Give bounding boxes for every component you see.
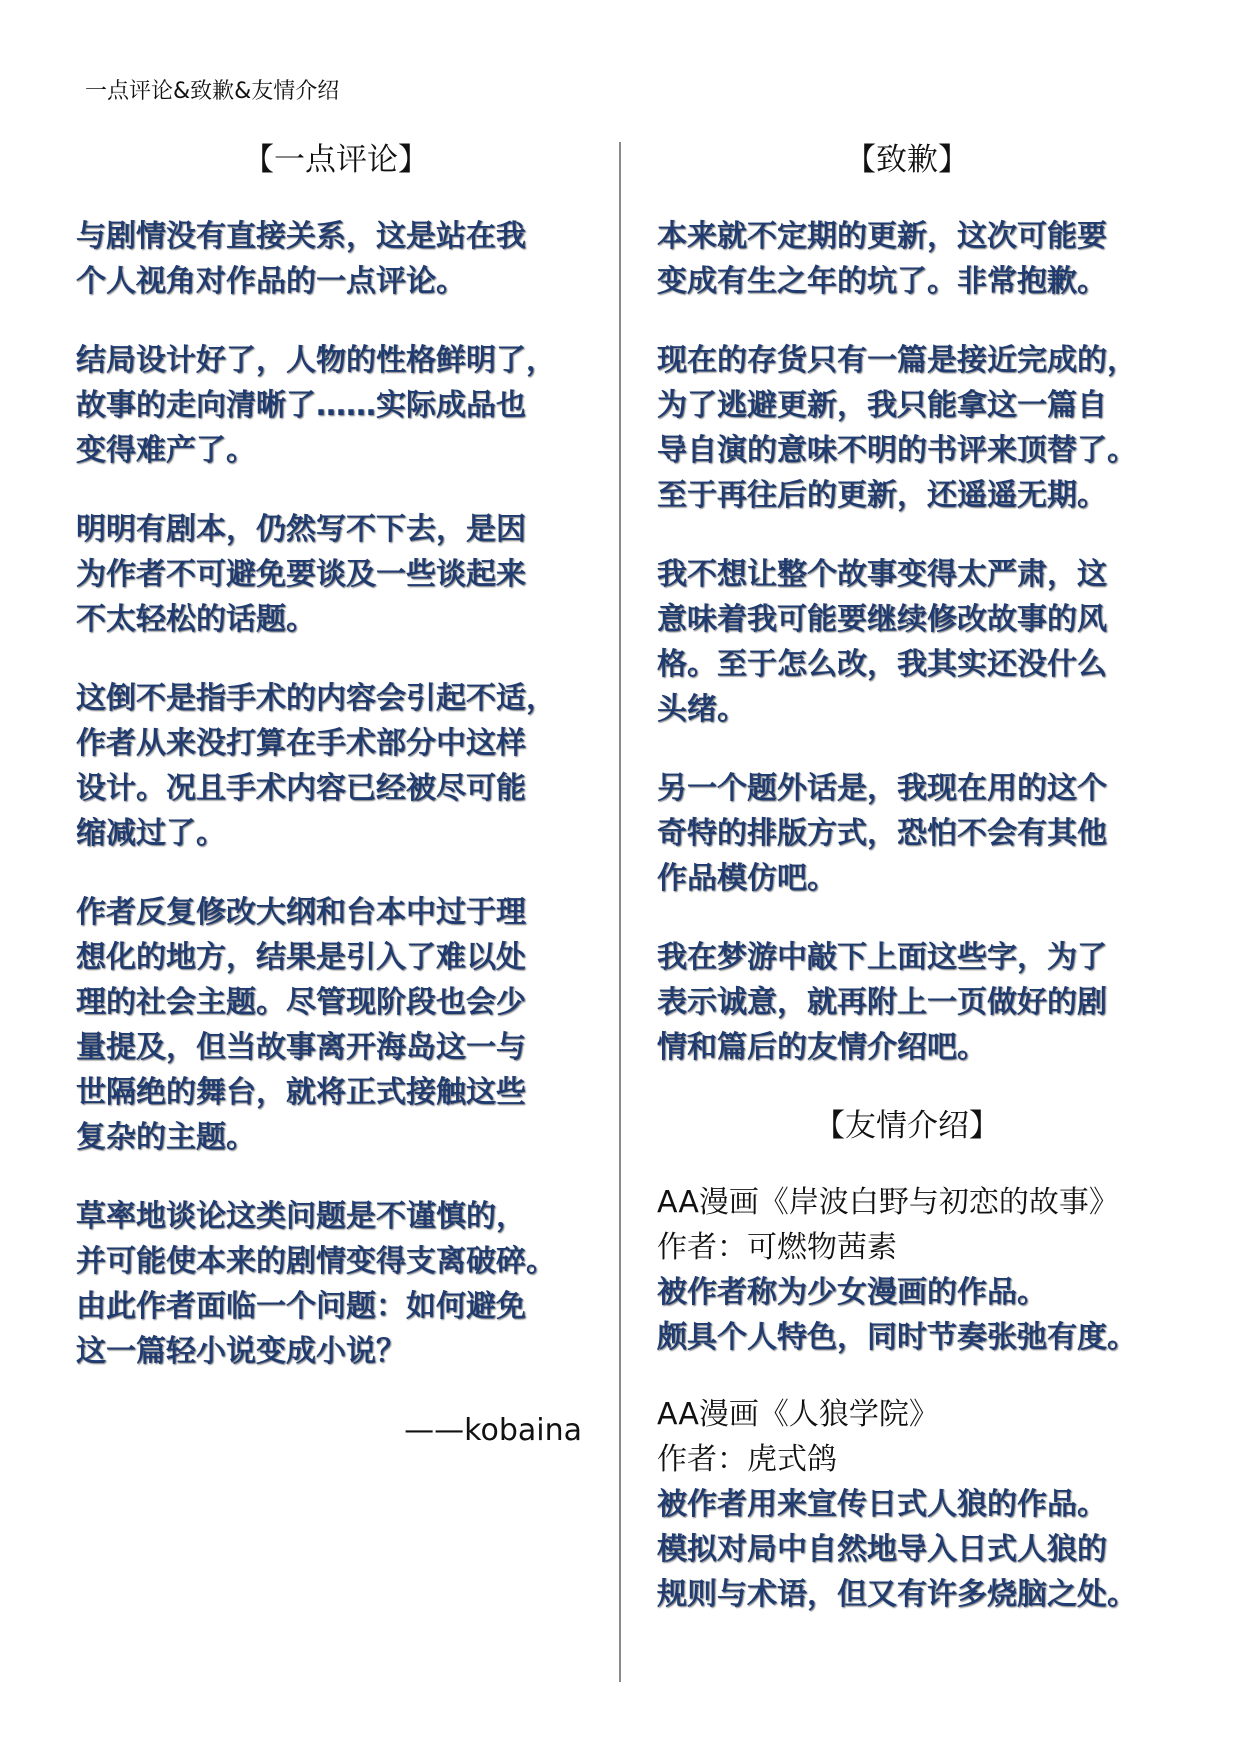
comment-paragraph: 草率地谈论这类问题是不谨慎的， 并可能使本来的剧情变得支离破碎。 由此作者面临一个问题：如何避免 这一篇轻小说变成小说？ bbox=[76, 1199, 556, 1369]
apology-paragraph: 我在梦游中敲下上面这些字，为了 表示诚意，就再附上一页做好的剧 情和篇后的友情介绍吧。 bbox=[657, 940, 1107, 1065]
comment-paragraph: 这倒不是指手术的内容会引起不适， 作者从来没打算在手术部分中这样 设计。况且手术内容已经被尽可能 缩减过了。 bbox=[76, 681, 556, 851]
comment-section-title: 【一点评论】 bbox=[243, 142, 429, 178]
friend-work-desc: 模拟对局中自然地导入日式人狼的 bbox=[657, 1532, 1107, 1567]
apology-column bbox=[657, 138, 1197, 1649]
comment-paragraph: 作者反复修改大纲和台本中过于理 想化的地方，结果是引入了难以处 理的社会主题。尽管现阶段也会少 量提及，但当故事离开海岛这一与 世隔绝的舞台，就将正式接触这些 复杂的主题。 bbox=[76, 895, 526, 1155]
friend-work-author: 作者：虎式鸽 bbox=[657, 1442, 837, 1477]
friend-work-title: AA漫画《人狼学院》 bbox=[657, 1397, 939, 1432]
column-divider bbox=[619, 142, 621, 1682]
apology-paragraph: 另一个题外话是，我现在用的这个 奇特的排版方式，恐怕不会有其他 作品模仿吧。 bbox=[657, 771, 1107, 896]
comment-column bbox=[76, 138, 596, 1453]
friend-work-title: AA漫画《岸波白野与初恋的故事》 bbox=[657, 1185, 1119, 1220]
comment-paragraph: 结局设计好了，人物的性格鲜明了， 故事的走向清晰了……实际成品也 变得难产了。 bbox=[76, 343, 556, 468]
friend-work-desc: 颇具个人特色，同时节奏张弛有度。 bbox=[657, 1320, 1137, 1355]
friend-work-desc: 被作者称为少女漫画的作品。 bbox=[657, 1275, 1047, 1310]
friend-work-desc: 被作者用来宣传日式人狼的作品。 bbox=[657, 1487, 1107, 1522]
friend-section-title: 【友情介绍】 bbox=[814, 1108, 1000, 1144]
friend-work-author: 作者：可燃物茜素 bbox=[657, 1230, 897, 1265]
apology-paragraph: 现在的存货只有一篇是接近完成的， 为了逃避更新，我只能拿这一篇自 导自演的意味不明的书评来顶替了。 至于再往后的更新，还遥遥无期。 bbox=[657, 343, 1137, 513]
comment-paragraph: 与剧情没有直接关系，这是站在我 个人视角对作品的一点评论。 bbox=[76, 219, 526, 299]
apology-paragraph: 本来就不定期的更新，这次可能要 变成有生之年的坑了。非常抱歉。 bbox=[657, 219, 1107, 299]
friend-entry bbox=[657, 1180, 1197, 1360]
page-header: 一点评论&致歉&友情介绍 bbox=[85, 79, 340, 104]
apology-paragraph: 我不想让整个故事变得太严肃，这 意味着我可能要继续修改故事的风 格。至于怎么改，我其实还没什么 头绪。 bbox=[657, 557, 1107, 727]
apology-section-title: 【致歉】 bbox=[845, 142, 969, 178]
author-signature: ——kobaina bbox=[404, 1413, 582, 1448]
friend-entry bbox=[657, 1392, 1197, 1617]
comment-paragraph: 明明有剧本，仍然写不下去，是因 为作者不可避免要谈及一些谈起来 不太轻松的话题。 bbox=[76, 512, 526, 637]
friend-work-desc: 规则与术语，但又有许多烧脑之处。 bbox=[657, 1577, 1137, 1612]
